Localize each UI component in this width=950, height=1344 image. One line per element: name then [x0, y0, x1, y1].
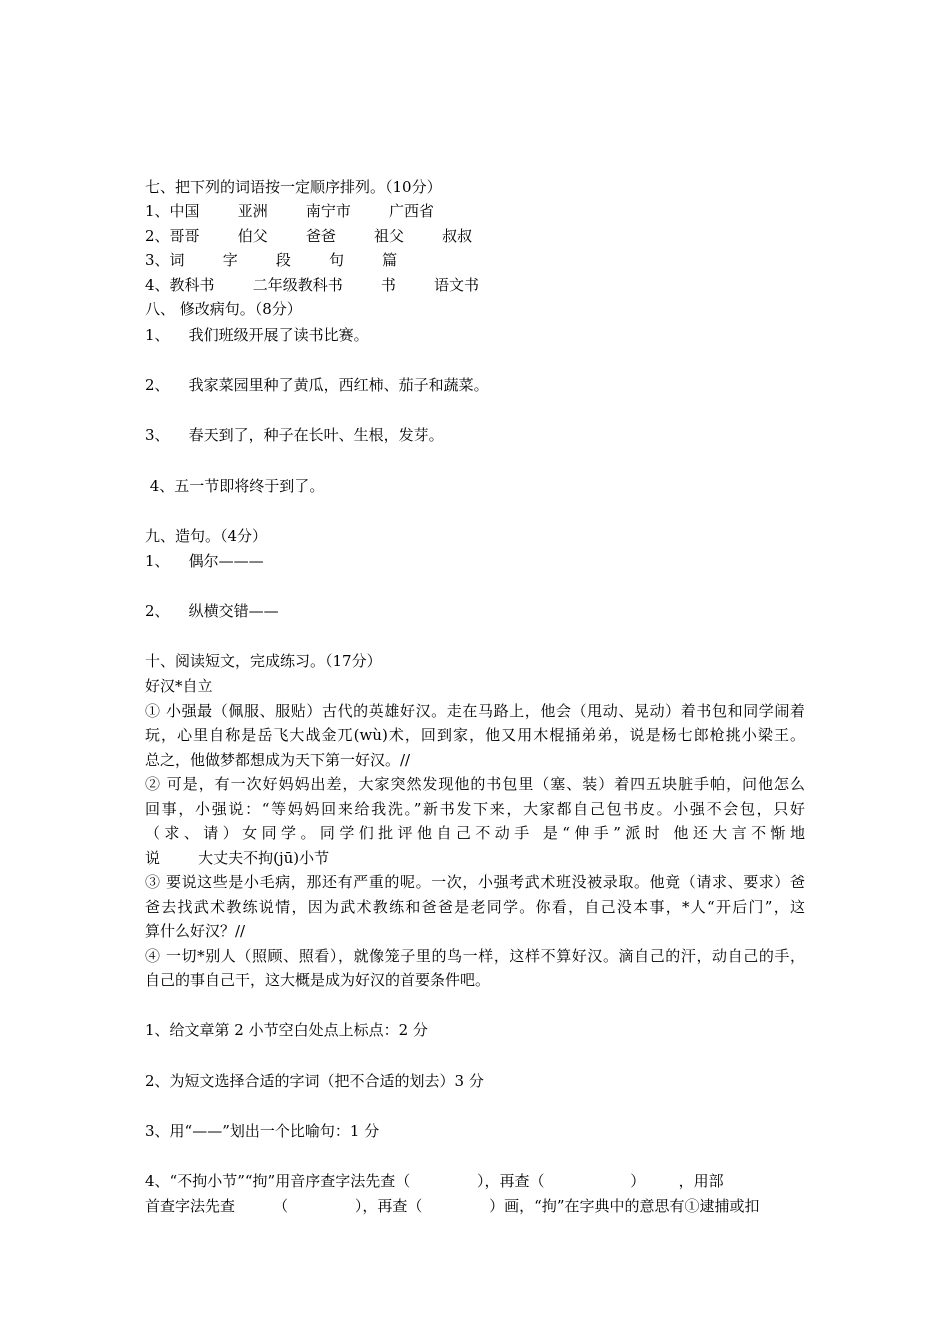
story-title: 好汉*自立: [145, 677, 213, 695]
section-9-item-1: 1、 偶尔———: [145, 552, 264, 570]
paragraph-4-line-1: ④ 一切*别人（照顾、照看），就像笼子里的鸟一样，这样不算好汉。滴自己的汗，动自己的手，: [145, 947, 805, 965]
paragraph-1-line-3: 总之，他做梦都想成为天下第一好汉。//: [145, 751, 411, 769]
section-7-item-1: 1、中国 亚洲 南宁市 广西省: [145, 202, 434, 220]
paragraph-3-line-2: 爸去找武术教练说情，因为武术教练和爸爸是老同学。你看，自己没本事，*人“开后门”，这: [145, 898, 805, 916]
paragraph-2-line-2: 回事，小强说：“等妈妈回来给我洗。”新书发下来，大家都自己包书皮。小强不会包，只好: [145, 800, 805, 818]
question-3: 3、用“——”划出一个比喻句：1 分: [145, 1122, 380, 1140]
paragraph-2-line-4: 说 大丈夫不拘(jū)小节: [145, 849, 330, 867]
section-7-title: 七、把下列的词语按一定顺序排列。（10分）: [145, 178, 442, 196]
paragraph-2-line-1: ② 可是，有一次好妈妈出差，大家突然发现他的书包里（塞、装）着四五块脏手帕，问他怎么: [145, 775, 805, 793]
paragraph-3-line-1: ③ 要说这些是小毛病，那还有严重的呢。一次，小强考武术班没被录取。他竟（请求、要求）爸: [145, 873, 805, 891]
question-1: 1、给文章第 2 小节空白处点上标点：2 分: [145, 1021, 428, 1039]
section-8-title: 八、 修改病句。（8分）: [145, 300, 302, 318]
section-7-item-2: 2、哥哥 伯父 爸爸 祖父 叔叔: [145, 227, 473, 245]
paragraph-4-line-2: 自己的事自己干，这大概是成为好汉的首要条件吧。: [145, 971, 491, 989]
paragraph-1-line-1: ① 小强最（佩服、服贴）古代的英雄好汉。走在马路上，他会（甩动、晃动）着书包和同学闹着: [145, 702, 805, 720]
section-8-item-2: 2、 我家菜园里种了黄瓜，西红柿、茄子和蔬菜。: [145, 376, 489, 394]
section-7-item-4: 4、教科书 二年级教科书 书 语文书: [145, 276, 479, 294]
section-9-item-2: 2、 纵横交错——: [145, 602, 279, 620]
paragraph-2-line-3: （求、请）女同学。同学们批评他自己不动手 是“伸手”派时 他还大言不惭地: [145, 824, 805, 842]
section-9-title: 九、造句。（4分）: [145, 527, 268, 545]
section-7-item-3: 3、词 字 段 句 篇: [145, 251, 398, 269]
section-10-title: 十、阅读短文，完成练习。（17分）: [145, 652, 382, 670]
section-8-item-4: 4、五一节即将终于到了。: [145, 477, 325, 495]
question-4-line-2: 首查字法先查 （ ），再查（ ）画，“拘”在字典中的意思有①逮捕或扣: [145, 1197, 760, 1215]
paragraph-1-line-2: 玩，心里自称是岳飞大战金兀(wù)术，回到家，他又用木棍捅弟弟，说是杨七郎枪挑小梁王。: [145, 726, 805, 744]
section-8-item-1: 1、 我们班级开展了读书比赛。: [145, 326, 369, 344]
section-8-item-3: 3、 春天到了，种子在长叶、生根，发芽。: [145, 426, 444, 444]
paragraph-3-line-3: 算什么好汉？//: [145, 922, 246, 940]
question-2: 2、为短文选择合适的字词（把不合适的划去）3 分: [145, 1072, 484, 1090]
question-4-line-1: 4、“不拘小节”“拘”用音序查字法先查（ ），再查（ ） ，用部: [145, 1172, 724, 1190]
